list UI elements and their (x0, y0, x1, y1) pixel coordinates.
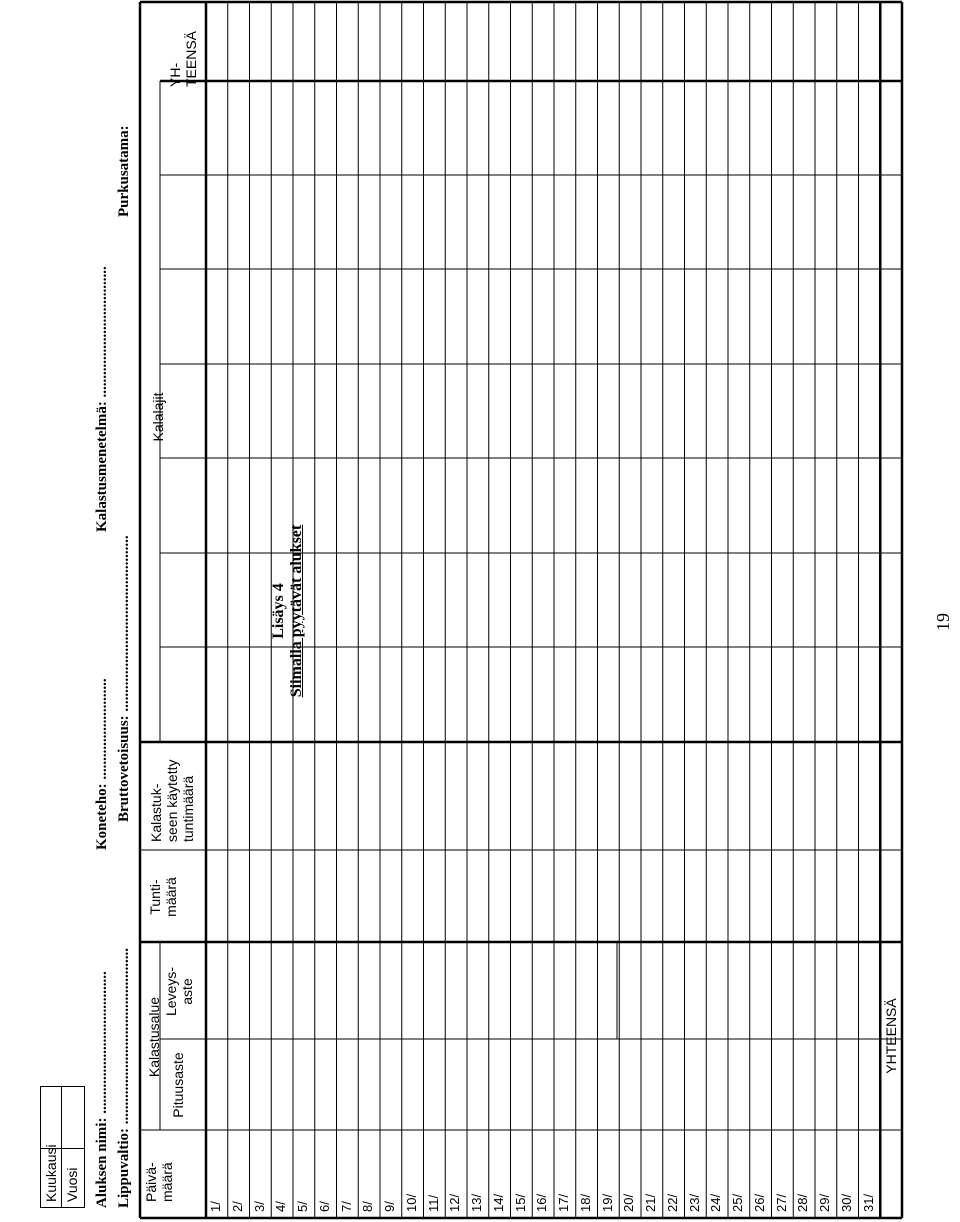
header-hours: Tunti- määrä (147, 877, 179, 917)
fishing-method-field[interactable]: Kalastusmenetelmä: ................................... (94, 266, 110, 532)
header-total: YH- TEENSÄ (167, 30, 199, 87)
day-label: 12/ (447, 1193, 463, 1212)
form-title: Lisäys 4 (270, 583, 287, 639)
day-label: 20/ (621, 1193, 637, 1212)
day-label: 25/ (730, 1193, 745, 1212)
vessel-name-field[interactable]: Aluksen nimi: ...................................... (94, 971, 110, 1208)
day-label: 19/ (599, 1193, 615, 1212)
day-label: 17/ (556, 1193, 571, 1212)
header-fishing-area: Kalastusalue (146, 996, 162, 1078)
day-label: 31/ (860, 1193, 876, 1212)
day-label: 6/ (316, 1201, 332, 1212)
day-label: 28/ (795, 1193, 811, 1212)
page-number: 19 (933, 613, 953, 631)
header-fishing-hours: Kalastuk- seen käytetty tuntimäärä (148, 759, 196, 842)
day-label: 15/ (512, 1193, 528, 1212)
day-label: 2/ (229, 1201, 245, 1212)
day-label: 5/ (295, 1201, 310, 1212)
day-label: 8/ (360, 1201, 376, 1212)
total-row-label: YHTEENSÄ (883, 998, 900, 1074)
engine-power-field[interactable]: Koneteho: ........................... (94, 678, 110, 850)
day-label: 16/ (534, 1193, 550, 1212)
form-subtitle: Siimalla pyytävät alukset (288, 524, 305, 698)
gross-tonnage-field[interactable]: Bruttovetoisuus: ............................................... (116, 535, 132, 822)
header-day: Päivä- määrä (143, 1162, 175, 1202)
landing-port-field[interactable]: Purkusatama: (116, 125, 132, 217)
header-species: Kalalajit (150, 392, 166, 442)
day-label: 11/ (425, 1194, 441, 1212)
day-label: 18/ (577, 1193, 593, 1212)
flag-state-field[interactable]: Lippuvaltio: ............................................... (116, 947, 132, 1208)
year-label: Vuosi (64, 1167, 80, 1202)
day-label: 21/ (643, 1193, 658, 1212)
day-label: 23/ (686, 1193, 702, 1212)
day-label: 29/ (817, 1193, 832, 1212)
day-label: 30/ (838, 1193, 854, 1212)
month-label: Kuukausi (41, 1087, 62, 1207)
day-label: 3/ (251, 1201, 267, 1212)
header-longitude: Pituusaste (170, 1052, 186, 1118)
day-label: 24/ (708, 1193, 724, 1212)
day-label: 9/ (382, 1201, 397, 1212)
day-label: 26/ (751, 1193, 767, 1212)
day-label: 13/ (469, 1193, 484, 1212)
day-label: 22/ (664, 1193, 680, 1212)
day-label: 10/ (403, 1193, 419, 1212)
day-label: 7/ (338, 1201, 354, 1212)
day-label: 1/ (208, 1201, 223, 1212)
day-label: 27/ (773, 1193, 789, 1212)
day-label: 4/ (273, 1201, 289, 1212)
day-label: 14/ (490, 1193, 506, 1212)
header-latitude: Leveys- aste (163, 966, 195, 1017)
